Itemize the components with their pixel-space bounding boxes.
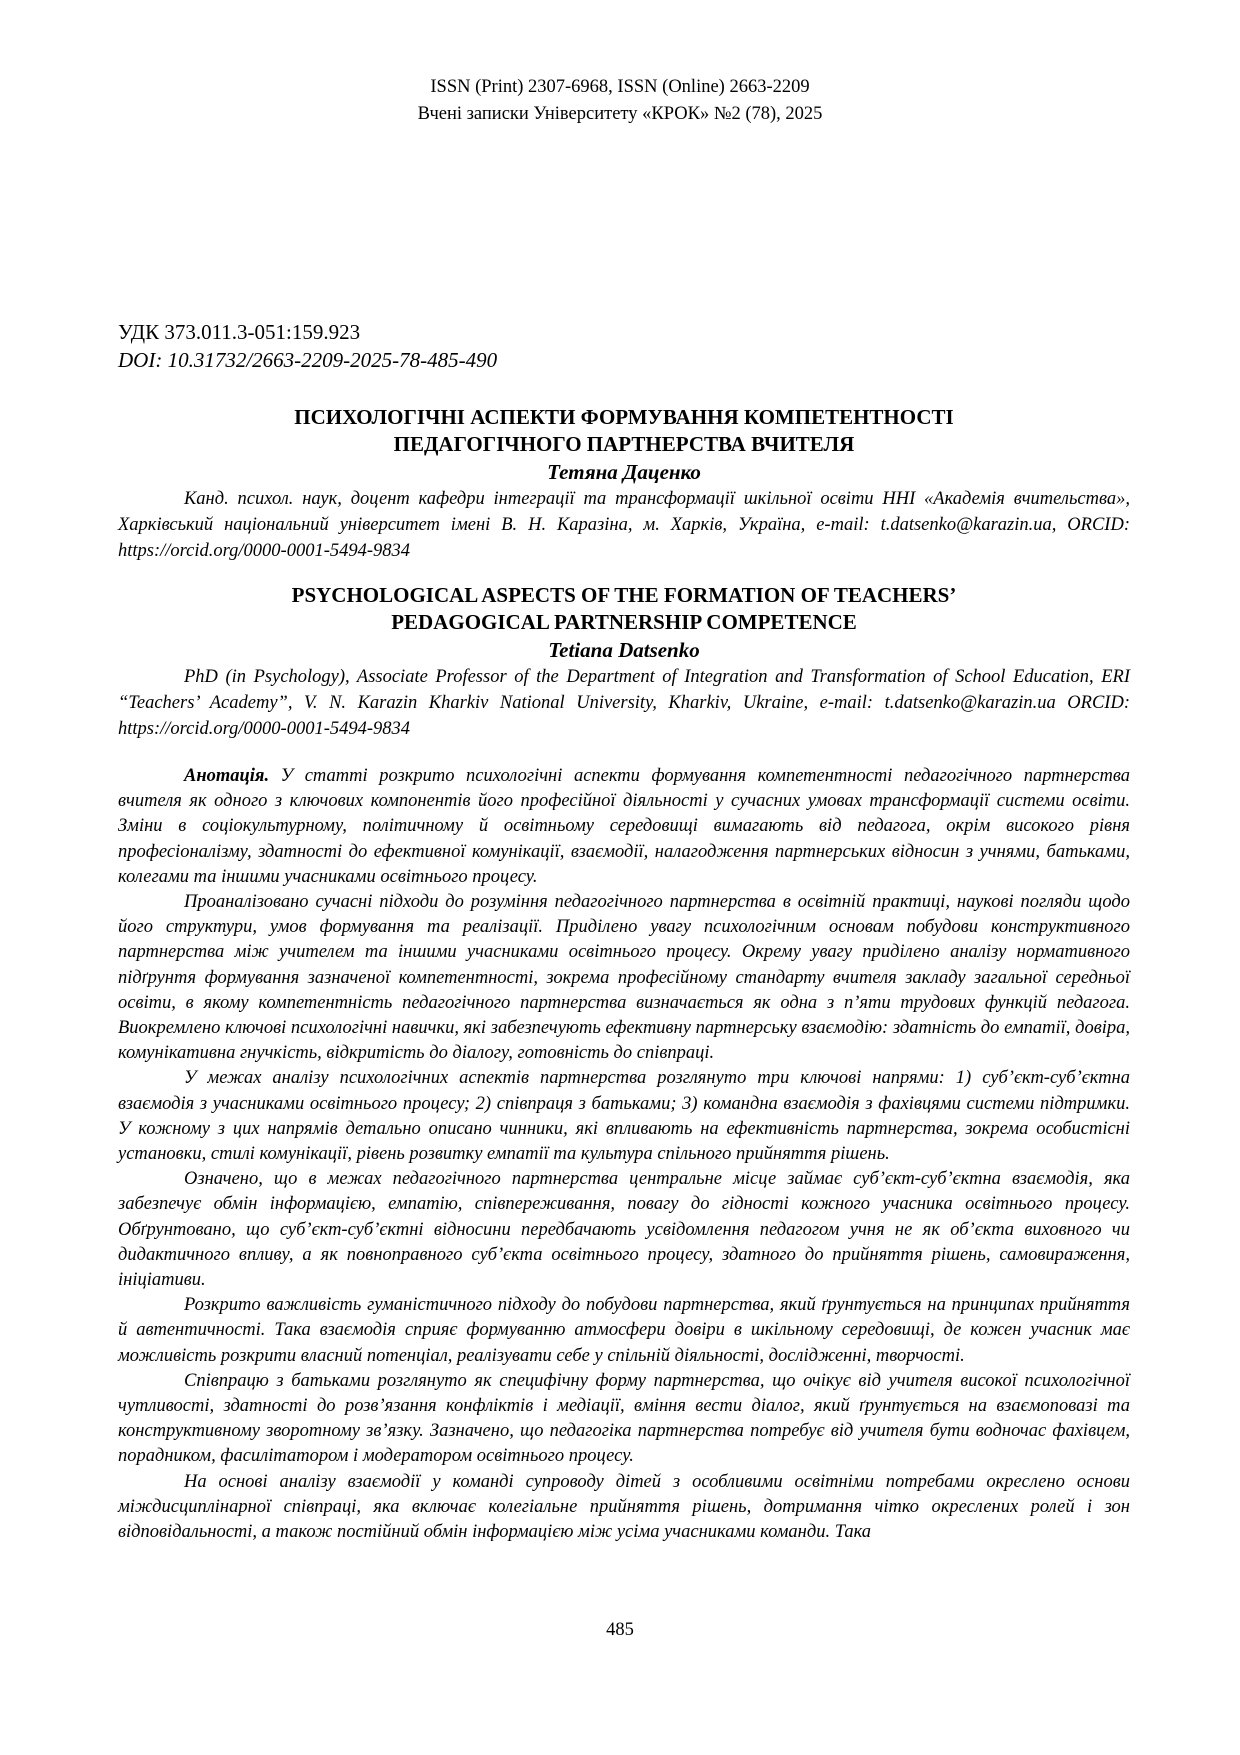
abstract-paragraph-7: На основі аналізу взаємодії у команді супроводу дітей з особливими освітніми потребами окреслено основи міждисциплінарної співпраці, яка включає колегіальне прийняття рішень, дотримання чітко окреслених ролей і зон відповідальності, а також постійний обмін інформацією між усіма учасниками команди. Така [118,1471,1130,1543]
abstract-paragraph-1 [118,764,1130,890]
ukrainian-title-line-1: ПСИХОЛОГІЧНІ АСПЕКТИ ФОРМУВАННЯ КОМПЕТЕНТНОСТІ [294,405,954,429]
running-header [0,74,1240,128]
english-title-line-1: PSYCHOLOGICAL ASPECTS OF THE FORMATION OF TEACHERS’ [291,583,957,607]
abstract [118,764,1130,1545]
article-meta [118,318,1128,374]
english-header [118,582,1130,742]
abstract-paragraph-2: Проаналізовано сучасні підходи до розуміння педагогічного партнерства в освітній практиці, наукові погляди щодо його структури, умов формування та реалізації. Приділено увагу психологічним основам побудови конструктивного партнерства між учителем та іншими учасниками освітнього процесу. Окрему увагу приділено аналізу нормативного підґрунтя формування зазначеної компетентності, зокрема професійному стандарту вчителя закладу загальної середньої освіти, в якому компетентність педагогічного партнерства визначається як одна з п’яти трудових функцій педагога. Виокремлено ключові психологічні навички, які забезпечують ефективну партнерську взаємодію: здатність до емпатії, довіра, комунікативна гнучкість, відкритість до діалогу, готовність до співпраці. [118,892,1130,1064]
abstract-paragraph-6: Співпрацю з батьками розглянуто як специфічну форму партнерства, що очікує від учителя високої психологічної чутливості, здатності до розв’язання конфліктів і медіації, вміння вести діалог, який ґрунтується на взаємоповазі та конструктивному зворотному зв’язку. Зазначено, що педагогіка партнерства потребує від учителя бути водночас фахівцем, порадником, фасилітатором і модератором освітнього процесу. [118,1370,1130,1467]
journal-line: Вчені записки Університету «КРОК» №2 (78), 2025 [417,104,823,124]
page-number: 485 [606,1620,634,1640]
english-affiliation: PhD (in Psychology), Associate Professor of the Department of Integration and Transformation of School Education, ERI “Teachers’ Academy”, V. N. Karazin Kharkiv National University, Kharkiv, Ukraine, e-mail: t.datsenko@karazin.ua ORCID: https://orcid.org/0000-0001-5494-9834 [118,667,1130,739]
ukrainian-header [118,404,1130,564]
abstract-paragraph-5: Розкрито важливість гуманістичного підходу до побудови партнерства, який ґрунтується на принципах прийняття й автентичності. Така взаємодія сприяє формуванню атмосфери довіри в шкільному середовищі, де кожен учасник має можливість розкрити власний потенціал, реалізувати себе у спільній діяльності, дослідженні, творчості. [118,1295,1130,1366]
article-content [118,404,1130,1545]
english-author: Tetiana Datsenko [548,638,700,662]
udc-code: УДК 373.011.3-051:159.923 [118,320,361,344]
abstract-lead: Анотація. [184,766,270,786]
ukrainian-title-line-2: ПЕДАГОГІЧНОГО ПАРТНЕРСТВА ВЧИТЕЛЯ [393,432,855,456]
ukrainian-affiliation: Канд. психол. наук, доцент кафедри інтеграції та трансформації шкільної освіти ННІ «Академія вчительства», Харківський національний університет імені В. Н. Каразіна, м. Харків, Україна, e-mail: t.datsenko@karazin.ua, ORCID: https://orcid.org/0000-0001-5494-9834 [118,489,1130,561]
abstract-paragraph-3: У межах аналізу психологічних аспектів партнерства розглянуто три ключові напрями: 1) суб’єкт-суб’єктна взаємодія з учасниками освітнього процесу; 2) співпраця з батьками; 3) командна взаємодія з фахівцями системи підтримки. У кожному з цих напрямів детально описано чинники, які впливають на ефективність партнерства, зокрема особистісні установки, стилі комунікації, рівень розвитку емпатії та культура спільного прийняття рішень. [118,1068,1130,1165]
doi: DOI: 10.31732/2663-2209-2025-78-485-490 [118,348,498,372]
abstract-paragraph-4: Означено, що в межах педагогічного партнерства центральне місце займає суб’єкт-суб’єктна взаємодія, яка забезпечує обмін інформацією, емпатію, співпереживання, повагу до гідності кожного учасника освітнього процесу. Обґрунтовано, що суб’єкт-суб’єктні відносини передбачають усвідомлення педагогом учня не як об’єкта виховного чи дидактичного впливу, а як повноправного суб’єкта освітнього процесу, здатного до прийняття рішень, самовираження, ініціативи. [118,1169,1130,1291]
ukrainian-author: Тетяна Даценко [547,460,701,484]
issn-line: ISSN (Print) 2307-6968, ISSN (Online) 2663-2209 [430,77,810,97]
abstract-paragraph-1-text: У статті розкрито психологічні аспекти формування компетентності педагогічного партнерства вчителя як одного з ключових компонентів його професійної діяльності у сучасних умовах трансформації системи освіти. Зміни в соціокультурному, політичному й освітньому середовищі вимагають від педагога, окрім високого рівня професіоналізму, здатності до ефективної комунікації, взаємодії, налагодження партнерських відносин з учнями, батьками, колегами та іншими учасниками освітнього процесу. [118,766,1130,887]
english-title-line-2: PEDAGOGICAL PARTNERSHIP COMPETENCE [391,610,857,634]
